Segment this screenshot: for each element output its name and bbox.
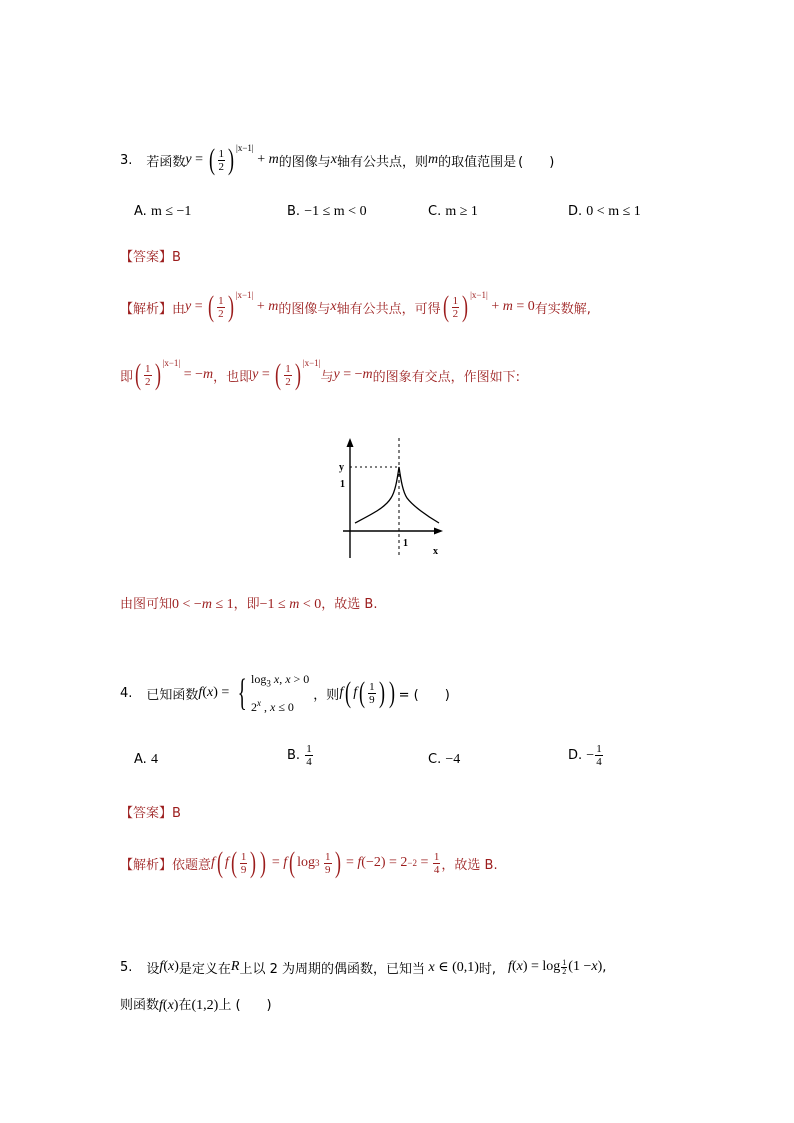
q4-number: 4. [120, 685, 133, 701]
q4-answer: 【答案】B [120, 806, 181, 821]
q4-option-b: B. 1 4 [287, 743, 312, 768]
q5-stem-line2: 则函数f(x)在(1,2)上 ( ) [120, 998, 272, 1013]
q3-answer: 【答案】B [120, 250, 181, 265]
q3-stem: 3. 若函数 y = ( 1 2 ) |x−1| + m 的图像与 x 轴有公共点，则 m 的取值范围是 ( ) [120, 143, 555, 176]
graph-y-arrow [347, 438, 354, 447]
q3-conclusion: 由图可知0 < −m ≤ 1，即−1 ≤ m < 0，故选 B. [120, 597, 378, 612]
graph-x-tick: 1 [403, 538, 408, 549]
graph-curve [355, 467, 439, 523]
q4-stem: 4. 已知函数 f ( x ) = { $\log_3 x$, x > 0 2$^x$ , x ≤ 0 ，则 f ( f ( 1 9 ) ) = ( ) [120, 670, 450, 716]
q5-stem-line1: 5. 设 f(x) 是定义在 R 上以 2 为周期的偶函数，已知当 x ∈ (0,1) 时, f ( x ) = log $\frac{1}{2}$ (1 − x ) , [120, 957, 607, 977]
q5-number: 5. [120, 959, 133, 975]
q3-function-expr: y = ( 1 2 ) |x−1| + m [185, 143, 279, 176]
q4-analysis: 【解析】 依题意 f ( f ( 1 9 ) ) = f ( log 3 1 9 ) = f (−2) = 2 −2 = 1 4 ，故选 B. [120, 846, 498, 879]
q3-graph [335, 436, 450, 561]
q4-option-a: A. 4 [134, 752, 158, 767]
q3-analysis-line1: 【解析】 由 y = ( 1 2 ) |x−1| + m 的图像与 x 轴有公共点，可得 ( 1 2 ) |x−1| + m = 0 有实数解, [120, 290, 591, 323]
graph-x-arrow [434, 528, 443, 535]
q4-option-d: D. − $\frac{1}{4}$ [568, 743, 602, 768]
graph-y-label: y [339, 462, 344, 473]
q3-number: 3. [120, 152, 133, 168]
q3-option-b: B. −1 ≤ m < 0 [287, 204, 367, 219]
q3-option-d: D. 0 < m ≤ 1 [568, 204, 641, 219]
q3-option-c: C. m ≥ 1 [428, 204, 478, 219]
q4-piecewise: f ( x ) = { $\log_3 x$, x > 0 2$^x$ , x ≤ 0 [198, 671, 310, 715]
graph-y-tick: 1 [340, 479, 345, 490]
q3-analysis-line2: 即 ( 1 2 ) |x−1| = − m ，也即 y = ( 1 2 ) |x−1| 与 y = −m 的图象有交点，作图如下: [120, 358, 520, 391]
q4-option-c: C. −4 [428, 752, 461, 767]
q3-option-a: A. m ≤ −1 [134, 204, 192, 219]
graph-x-label: x [433, 546, 438, 557]
